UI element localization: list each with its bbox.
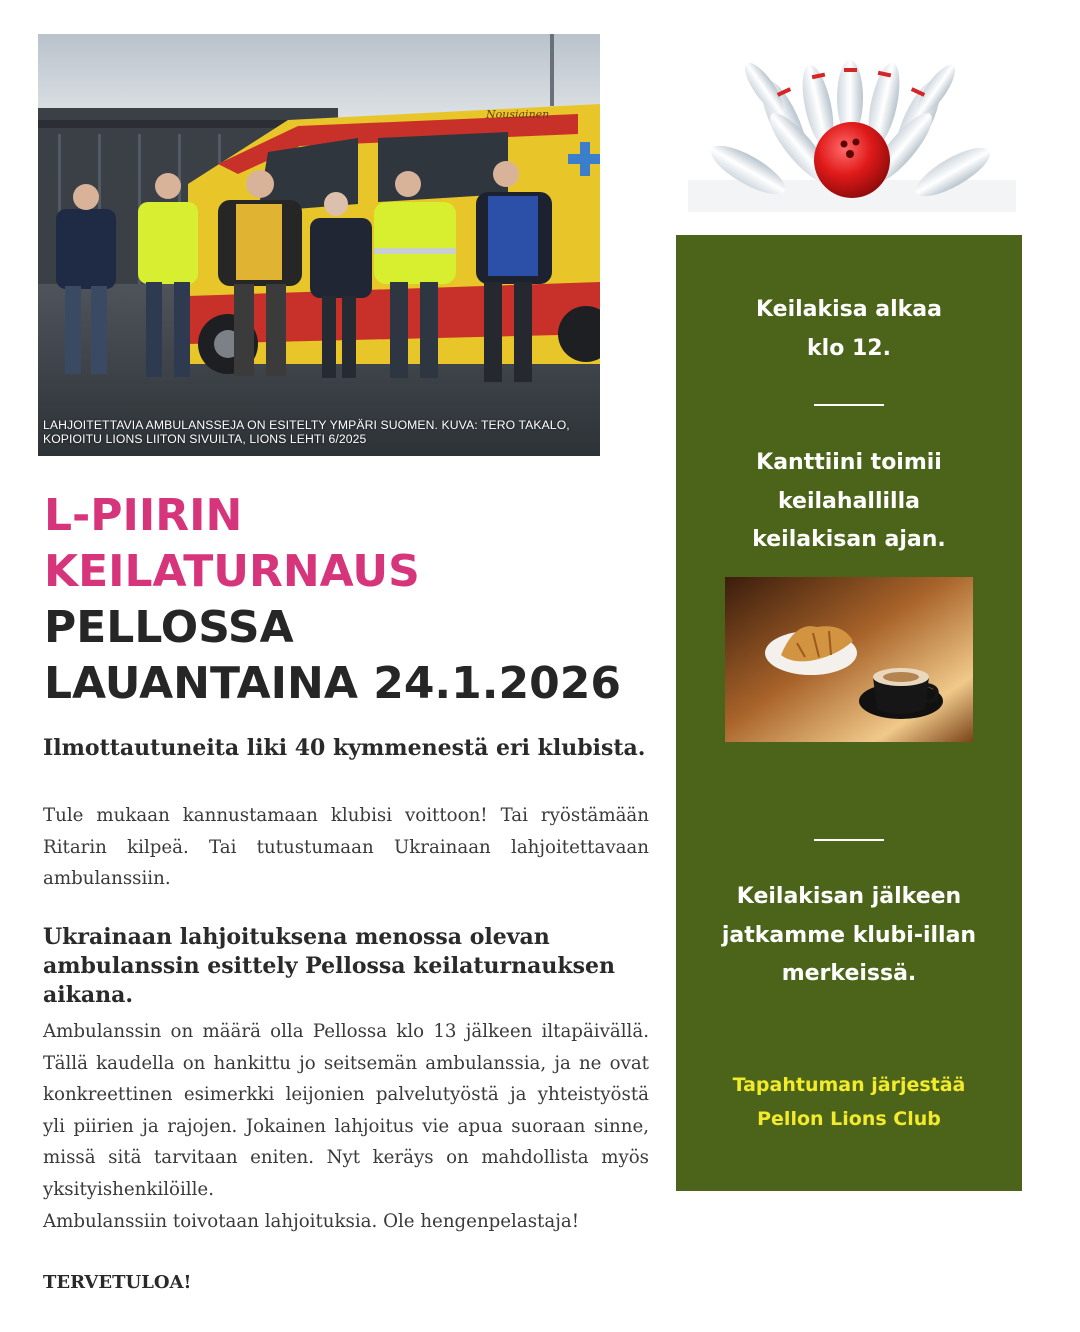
page-title xyxy=(44,488,664,712)
divider xyxy=(814,839,884,841)
bowling-pins-image xyxy=(688,60,1016,212)
section2-appeal: Ambulanssiin toivotaan lahjoituksia. Ole hengenpelastaja! xyxy=(43,1211,579,1232)
welcome-text: TERVETULOA! xyxy=(43,1272,192,1293)
ambulance-photo-image xyxy=(38,34,600,456)
section2-body: Ambulanssin on määrä olla Pellossa klo 13 jälkeen iltapäivällä. Tällä kaudella on hankittu jo seitsemän ambulanssia, ja ne ovat konkreettinen esimerkki leijonien palvelutyöstä ja yhteistyöstä yli piirien ja rajojen. Jokainen lahjoitus vie apua suoraan sinne, missä sitä tarvitaan eniten. Nyt keräys on mahdollista myös yksityishenkilöille. xyxy=(43,1021,649,1200)
start-time-text: Keilakisa alkaa klo 12. xyxy=(756,297,942,361)
title-line-1: L-PIIRIN xyxy=(44,490,243,541)
organizer-label: Tapahtuman järjestää xyxy=(732,1074,966,1096)
section1-body: Tule mukaan kannustamaan klubisi voittoon! Tai ryöstämään Ritarin kilpeä. Tai tutustumaan Ukrainaan lahjoitettavaan ambulanssiin. xyxy=(43,805,649,889)
bowling-ball-icon xyxy=(814,122,890,198)
divider xyxy=(814,404,884,406)
title-line-3: PELLOSSA xyxy=(44,602,294,653)
coffee-croissant-image xyxy=(725,577,973,742)
organizer-name: Pellon Lions Club xyxy=(757,1108,941,1130)
section1-heading: Ilmottautuneita liki 40 kymmenestä eri klubista. xyxy=(43,735,646,761)
canteen-text: Kanttiini toimii keilahallilla keilakisan ajan. xyxy=(752,450,946,552)
van-lettering: Nousiainen xyxy=(486,108,550,121)
info-sidebar xyxy=(676,235,1022,1191)
photo-caption: LAHJOITETTAVIA AMBULANSSEJA ON ESITELTY YMPÄRI SUOMEN. KUVA: TERO TAKALO, KOPIOITU LIONS LIITON SIVUILTA, LIONS LEHTI 6/2025 xyxy=(43,418,570,446)
after-event-text: Keilakisan jälkeen jatkamme klubi-illan merkeissä. xyxy=(721,884,977,986)
ambulance-photo xyxy=(38,34,600,456)
title-line-4: LAUANTAINA 24.1.2026 xyxy=(44,658,621,709)
title-line-2: KEILATURNAUS xyxy=(44,546,420,597)
section2-heading: Ukrainaan lahjoituksena menossa olevan ambulanssin esittely Pellossa keilaturnauksen aikana. xyxy=(43,924,616,1008)
